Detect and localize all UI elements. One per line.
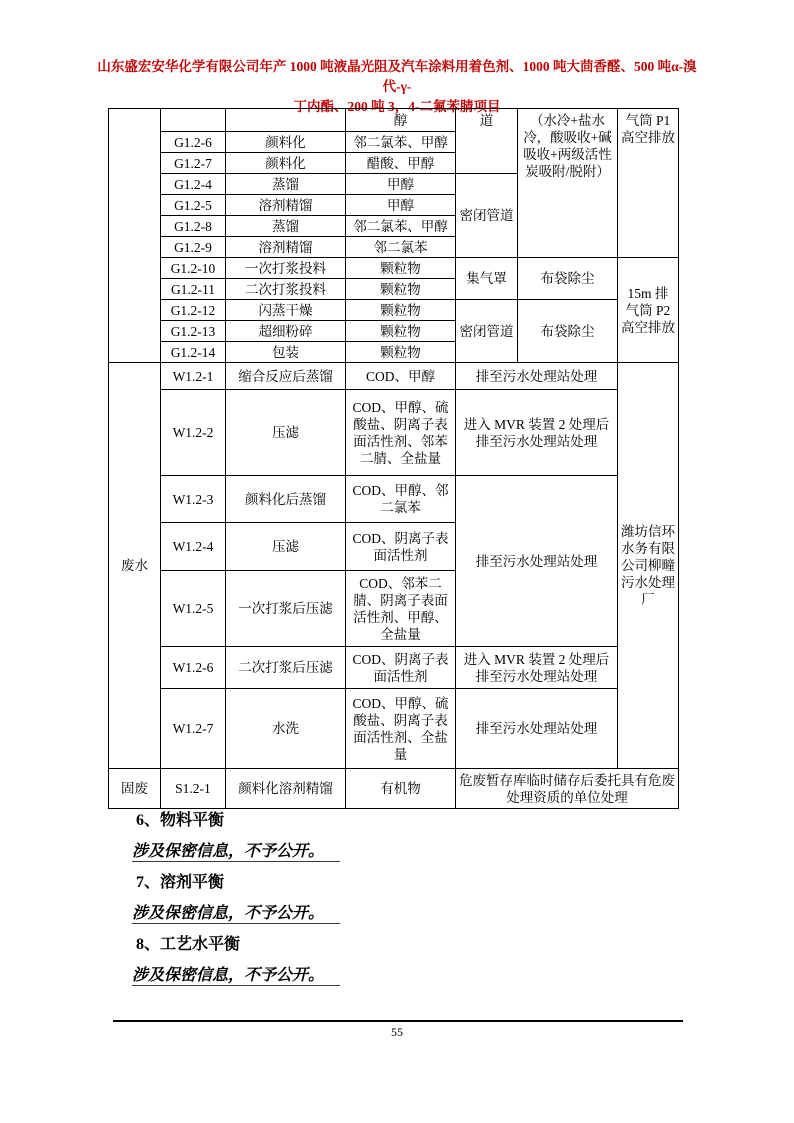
source-id-cell: W1.2-3	[161, 476, 226, 523]
table-row	[109, 689, 679, 769]
table-body	[109, 109, 679, 809]
pollutant-cell: COD、阴离子表面活性剂	[346, 647, 456, 689]
pollutant-cell: 醇	[346, 109, 456, 132]
confidential-note	[132, 966, 668, 986]
process-cell: 颜料化	[226, 132, 346, 153]
post-table-content	[108, 811, 668, 997]
pollutant-cell: 颗粒物	[346, 279, 456, 300]
pollutant-cell: 醋酸、甲醇	[346, 153, 456, 174]
process-cell: 包装	[226, 342, 346, 363]
source-id-cell: W1.2-2	[161, 390, 226, 476]
source-id-cell: G1.2-9	[161, 237, 226, 258]
table-row	[109, 363, 679, 390]
process-cell: 颜料化后蒸馏	[226, 476, 346, 523]
source-id-cell: G1.2-12	[161, 300, 226, 321]
source-id-cell: S1.2-1	[161, 769, 226, 809]
category-cell-gas	[109, 109, 161, 363]
source-id-cell: G1.2-6	[161, 132, 226, 153]
process-cell: 颜料化溶剂精馏	[226, 769, 346, 809]
pollutant-cell: COD、阴离子表面活性剂	[346, 523, 456, 571]
table-row	[109, 769, 679, 809]
destination-cell: 排至污水处理站处理	[456, 476, 618, 647]
section-heading-solvent-balance: 7、溶剂平衡	[136, 874, 225, 891]
pollutant-cell: COD、甲醇、硫酸盐、阴离子表面活性剂、邻苯二腈、全盐量	[346, 390, 456, 476]
process-cell: 二次打浆投料	[226, 279, 346, 300]
section-heading-material-balance: 6、物料平衡	[136, 812, 225, 829]
category-cell-solid-waste: 固废	[109, 769, 161, 809]
process-cell: 溶剂精馏	[226, 237, 346, 258]
pollutant-cell: 颗粒物	[346, 300, 456, 321]
pollutant-cell: COD、邻苯二腈、阴离子表面活性剂、甲醇、全盐量	[346, 571, 456, 647]
source-id-cell: W1.2-5	[161, 571, 226, 647]
table-row	[109, 300, 679, 321]
source-id-cell: G1.2-7	[161, 153, 226, 174]
source-id-cell: G1.2-5	[161, 195, 226, 216]
source-id-cell: G1.2-13	[161, 321, 226, 342]
destination-cell: 排至污水处理站处理	[456, 363, 618, 390]
table-row	[109, 476, 679, 523]
pollutant-cell: 邻二氯苯、甲醇	[346, 132, 456, 153]
source-id-cell: W1.2-1	[161, 363, 226, 390]
collection-cell: 密闭管道	[456, 174, 518, 258]
header-title-line-2: 丁内酯、200 吨 3，4-二氟苯腈项目	[293, 99, 501, 114]
source-id-cell: W1.2-4	[161, 523, 226, 571]
section-heading-process-water-balance: 8、工艺水平衡	[136, 936, 241, 953]
destination-cell: 进入 MVR 装置 2 处理后排至污水处理站处理	[456, 390, 618, 476]
pollutant-cell: COD、甲醇、硫酸盐、阴离子表面活性剂、全盐量	[346, 689, 456, 769]
process-cell: 闪蒸干燥	[226, 300, 346, 321]
treatment-cell: 布袋除尘	[518, 258, 618, 300]
receiver-cell: 潍坊信环水务有限公司柳疃污水处理厂	[618, 363, 679, 769]
confidential-note	[132, 842, 668, 862]
pollutant-cell: 颗粒物	[346, 342, 456, 363]
category-cell-wastewater: 废水	[109, 363, 161, 769]
process-cell: 缩合反应后蒸馏	[226, 363, 346, 390]
pollutant-cell: 邻二氯苯、甲醇	[346, 216, 456, 237]
process-cell: 溶剂精馏	[226, 195, 346, 216]
pollutant-cell: COD、甲醇	[346, 363, 456, 390]
source-id-cell	[161, 109, 226, 132]
treatment-cell: 布袋除尘	[518, 300, 618, 363]
process-cell: 颜料化	[226, 153, 346, 174]
pollutant-cell: 颗粒物	[346, 258, 456, 279]
destination-cell: 进入 MVR 装置 2 处理后排至污水处理站处理	[456, 647, 618, 689]
pollutant-cell: 有机物	[346, 769, 456, 809]
collection-cell: 密闭管道	[456, 300, 518, 363]
process-cell: 蒸馏	[226, 174, 346, 195]
table-row	[109, 258, 679, 279]
destination-cell: 排至污水处理站处理	[456, 689, 618, 769]
process-cell	[226, 109, 346, 132]
page-number: 55	[391, 1025, 403, 1039]
confidential-note-text: 涉及保密信息，不予公开。	[132, 905, 340, 924]
source-id-cell: G1.2-14	[161, 342, 226, 363]
process-cell: 一次打浆后压滤	[226, 571, 346, 647]
pollutant-cell: 甲醇	[346, 195, 456, 216]
process-cell: 压滤	[226, 523, 346, 571]
collection-cell: 集气罩	[456, 258, 518, 300]
pollutant-summary-table	[108, 108, 679, 809]
source-id-cell: W1.2-7	[161, 689, 226, 769]
pollutant-cell: 颗粒物	[346, 321, 456, 342]
confidential-note-text: 涉及保密信息，不予公开。	[132, 967, 340, 986]
pollutant-cell: COD、甲醇、邻二氯苯	[346, 476, 456, 523]
table-row	[109, 109, 679, 132]
process-cell: 一次打浆投料	[226, 258, 346, 279]
outlet-cell: 15m 排气筒 P2 高空排放	[618, 258, 679, 363]
source-id-cell: G1.2-11	[161, 279, 226, 300]
source-id-cell: W1.2-6	[161, 647, 226, 689]
table-row	[109, 390, 679, 476]
pollutant-cell: 邻二氯苯	[346, 237, 456, 258]
confidential-note-text: 涉及保密信息，不予公开。	[132, 843, 340, 862]
source-id-cell: G1.2-4	[161, 174, 226, 195]
process-cell: 压滤	[226, 390, 346, 476]
treatment-cell: （水冷+盐水冷，酸吸收+碱吸收+两级活性炭吸附/脱附）	[518, 109, 618, 258]
footer-rule	[113, 1020, 683, 1022]
source-id-cell: G1.2-10	[161, 258, 226, 279]
header-title-line-1: 山东盛宏安华化学有限公司年产 1000 吨液晶光阻及汽车涂料用着色剂、1000 吨大茴香醛、500 吨α-溴代-γ-	[97, 59, 697, 94]
outlet-cell: 气筒 P1 高空排放	[618, 109, 679, 258]
process-cell: 水洗	[226, 689, 346, 769]
pollutant-cell: 甲醇	[346, 174, 456, 195]
source-id-cell: G1.2-8	[161, 216, 226, 237]
confidential-note	[132, 904, 668, 924]
collection-cell: 道	[456, 109, 518, 174]
table-row	[109, 647, 679, 689]
process-cell: 超细粉碎	[226, 321, 346, 342]
destination-cell: 危废暂存库临时储存后委托具有危废处理资质的单位处理	[456, 769, 679, 809]
process-cell: 二次打浆后压滤	[226, 647, 346, 689]
process-cell: 蒸馏	[226, 216, 346, 237]
